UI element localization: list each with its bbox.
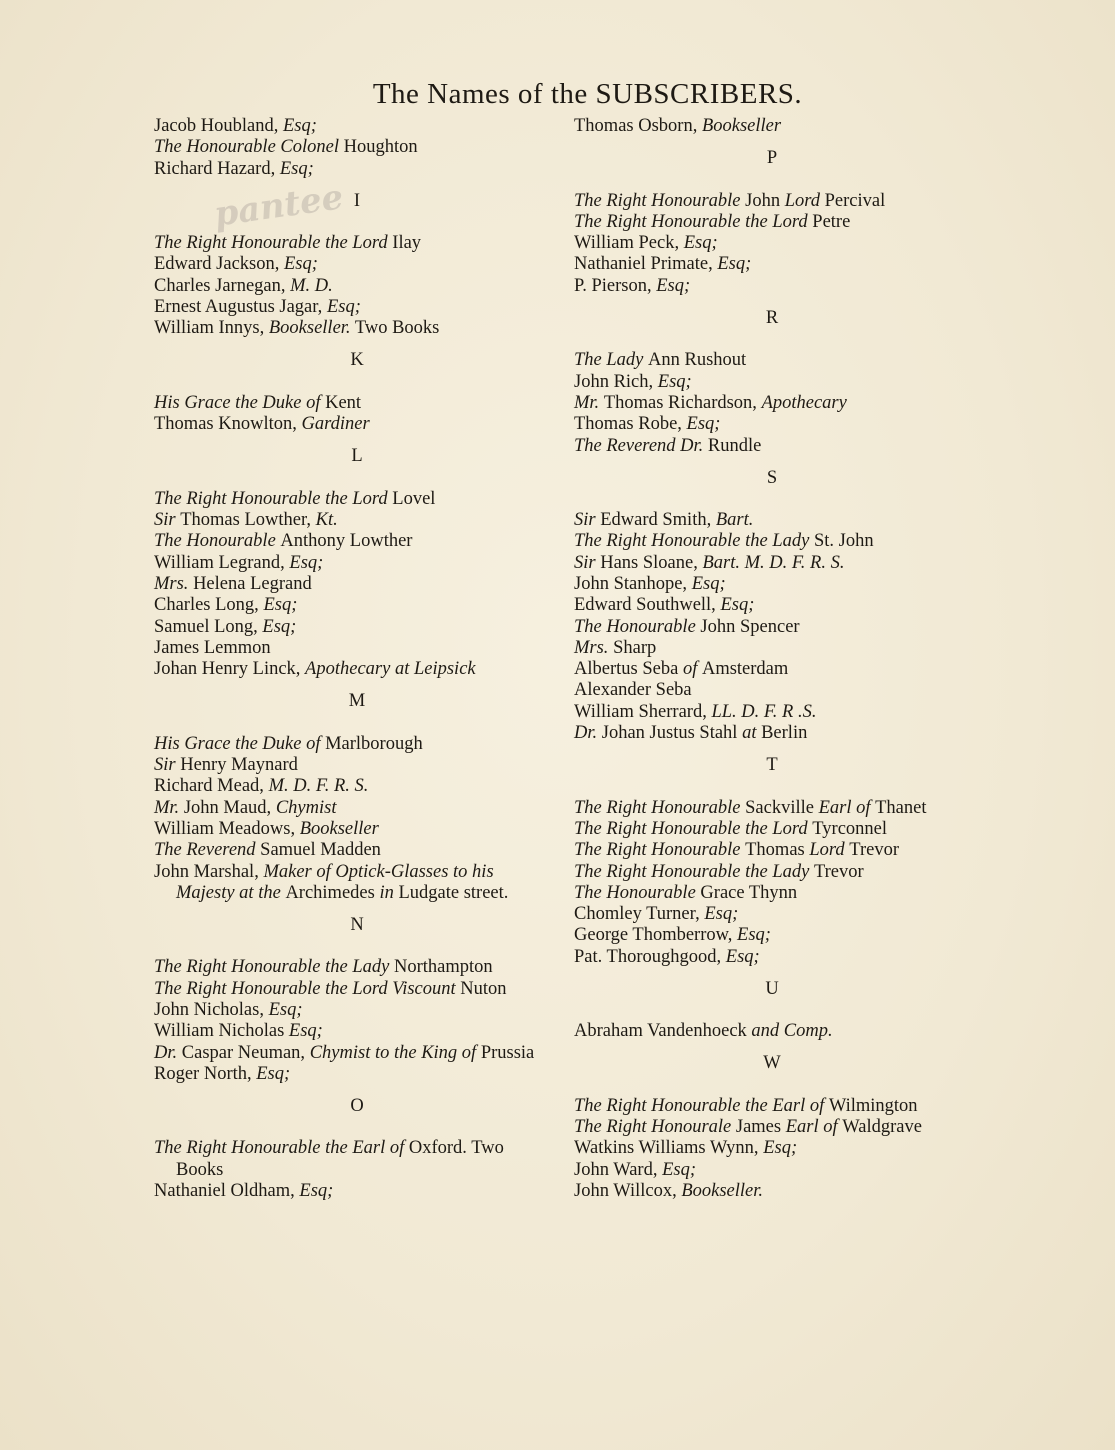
entry-prefix: Majesty at the	[176, 882, 286, 903]
entry-tail: Prussia	[480, 1042, 535, 1063]
entry-name: John Marshal,	[154, 861, 264, 882]
entry-name: Kent	[325, 392, 362, 413]
entry-name: St. John	[813, 531, 874, 552]
entry-prefix: The Right Honourable the Lord	[154, 233, 393, 254]
entry-name: Edward Smith,	[600, 510, 716, 531]
subscriber-entry	[154, 734, 574, 755]
subscriber-entry	[154, 233, 574, 254]
entry-suffix: Esq;	[686, 414, 721, 435]
entry-name: Thomas Robe,	[574, 414, 687, 435]
entry-suffix: Esq;	[282, 116, 317, 136]
subscriber-entry	[154, 595, 574, 616]
entry-prefix: The Right Honourable the Lady	[574, 861, 814, 882]
entry-suffix: Esq;	[720, 595, 755, 616]
subscriber-entry	[574, 883, 994, 904]
letter-heading: T	[766, 755, 778, 776]
entry-suffix: Maker of Optick-Glasses to his	[263, 861, 494, 882]
entry-name: John Maud,	[183, 797, 276, 818]
entry-name: Richard Hazard,	[154, 158, 280, 179]
entry-suffix: Bart. M. D. F. R. S.	[702, 552, 845, 573]
entry-name: Wilmington	[828, 1095, 918, 1116]
entry-suffix: Esq;	[763, 1138, 798, 1159]
entry-name: John Rich,	[574, 371, 658, 392]
entry-prefix: The Right Honourable the Earl of	[154, 1138, 409, 1159]
letter-heading: K	[350, 350, 364, 371]
entry-tail: Ludgate street.	[398, 882, 509, 903]
subscriber-entry	[574, 1138, 994, 1159]
entry-suffix: Bookseller	[299, 818, 379, 839]
entry-suffix: Lord	[784, 190, 825, 211]
subscriber-entry	[574, 276, 994, 297]
subscriber-entry	[154, 297, 574, 318]
subscriber-entry	[574, 638, 994, 659]
entry-suffix: Esq;	[704, 904, 739, 925]
entry-name: Alexander Seba	[574, 680, 692, 701]
entry-suffix: Bart.	[715, 510, 754, 531]
entry-name: John Nicholas,	[154, 1000, 269, 1021]
entry-name: Pat. Thoroughgood,	[574, 946, 726, 967]
entry-suffix: Esq;	[326, 297, 361, 318]
entry-suffix: and Comp.	[751, 1021, 833, 1042]
entry-name: Charles Long,	[154, 595, 264, 616]
subscriber-entry	[154, 137, 574, 158]
entry-prefix: Mr.	[574, 392, 604, 413]
subscriber-entry	[574, 191, 994, 212]
entry-suffix: Esq;	[657, 371, 692, 392]
entry-suffix: Apothecary	[761, 392, 847, 413]
entry-name: Books	[176, 1159, 224, 1180]
entry-suffix: Chymist to the King of	[309, 1042, 481, 1063]
entry-name: Hans Sloane,	[600, 552, 703, 573]
subscriber-entry	[154, 116, 574, 137]
entry-name: Edward Southwell,	[574, 595, 721, 616]
letter-heading: L	[351, 446, 363, 467]
subscriber-entry	[574, 862, 994, 883]
entry-tail: Waldgrave	[842, 1117, 922, 1138]
subscriber-entry	[154, 254, 574, 275]
entry-prefix: Dr.	[154, 1042, 182, 1063]
entry-prefix: The Reverend Dr.	[574, 435, 708, 456]
entry-name: Nathaniel Primate,	[574, 254, 718, 275]
letter-heading: P	[766, 147, 778, 168]
subscriber-entry	[154, 957, 574, 978]
subscriber-entry	[574, 212, 994, 233]
subscriber-entry	[574, 680, 994, 701]
letter-heading: O	[350, 1095, 364, 1116]
letter-heading: N	[350, 914, 364, 935]
entry-name: William Nicholas	[154, 1021, 289, 1042]
entry-prefix: His Grace the Duke of	[154, 392, 326, 413]
subscriber-list-left-column	[154, 116, 574, 1202]
subscriber-entry	[574, 1181, 994, 1202]
entry-name: Jacob Houbland,	[154, 116, 283, 136]
entry-suffix: Esq;	[683, 233, 718, 254]
entry-name: Thomas Richardson,	[603, 392, 762, 413]
entry-name: Johan Henry Linck,	[154, 659, 306, 680]
entry-tail: Amsterdam	[701, 659, 789, 680]
subscriber-entry	[574, 595, 994, 616]
subscriber-entry	[154, 659, 574, 680]
subscriber-entry	[154, 755, 574, 776]
subscriber-entry	[154, 798, 574, 819]
entry-suffix: LL. D. F. R .S.	[711, 701, 817, 722]
entry-name: Trevor	[813, 861, 864, 882]
subscriber-entry	[154, 510, 574, 531]
entry-name: Abraham Vandenhoeck	[574, 1021, 752, 1042]
entry-name: Northampton	[393, 957, 493, 978]
entry-prefix: Sir	[154, 755, 181, 776]
entry-prefix: Sir	[154, 510, 181, 531]
entry-name: John Stanhope,	[574, 574, 692, 594]
subscriber-entry	[154, 318, 574, 339]
subscriber-entry-continuation	[154, 883, 574, 904]
subscriber-entry	[154, 638, 574, 659]
entry-prefix: Mr.	[154, 797, 184, 818]
entry-suffix: Bookseller.	[681, 1181, 764, 1202]
entry-name: William Legrand,	[154, 552, 290, 573]
entry-prefix: The Right Honourable	[574, 190, 746, 211]
subscriber-entry	[574, 947, 994, 968]
entry-suffix: Lord	[809, 840, 850, 861]
entry-prefix: The Right Honourable the Lady	[574, 531, 814, 552]
subscriber-entry	[574, 350, 994, 371]
entry-name: Rundle	[707, 435, 762, 456]
entry-name: John Spencer	[700, 616, 800, 637]
entry-name: John	[745, 190, 785, 211]
entry-name: Thomas Lowther,	[180, 510, 316, 531]
subscriber-entry	[574, 904, 994, 925]
subscriber-entry	[154, 819, 574, 840]
subscriber-entry	[574, 723, 994, 744]
entry-name: Johan Justus Stahl	[601, 723, 743, 744]
entry-name: Watkins Williams Wynn,	[574, 1138, 764, 1159]
entry-prefix: The Honourable	[574, 882, 701, 903]
entry-suffix: Esq;	[662, 1159, 697, 1180]
letter-heading: R	[765, 307, 779, 328]
entry-suffix: Bookseller	[701, 116, 782, 136]
entry-suffix: Esq;	[256, 1063, 291, 1084]
entry-name: William Peck,	[574, 233, 684, 254]
subscriber-entry	[574, 702, 994, 723]
entry-prefix: The Right Honourale	[574, 1117, 736, 1138]
subscriber-entry	[574, 1117, 994, 1138]
entry-name: William Meadows,	[154, 818, 300, 839]
entry-prefix: The Right Honourable the Lord Viscount	[154, 978, 461, 999]
entry-suffix: Earl of	[818, 797, 876, 818]
entry-suffix: Gardiner	[301, 414, 370, 435]
entry-name: Henry Maynard	[180, 755, 298, 776]
entry-prefix: The Right Honourable the Earl of	[574, 1095, 829, 1116]
entry-name: Caspar Neuman,	[181, 1042, 310, 1063]
entry-name: Samuel Long,	[154, 616, 263, 637]
subscriber-entry	[154, 393, 574, 414]
page-title: The Names of the SUBSCRIBERS.	[372, 78, 803, 110]
subscriber-entry	[574, 372, 994, 393]
entry-name: Sharp	[613, 637, 657, 658]
entry-suffix: M. D.	[290, 275, 333, 296]
entry-name: John Willcox,	[574, 1181, 682, 1202]
entry-tail: Berlin	[761, 723, 808, 744]
entry-prefix: The Right Honourable the Lord	[154, 488, 393, 509]
entry-suffix: Esq;	[717, 254, 752, 275]
entry-prefix: His Grace the Duke of	[154, 733, 326, 754]
subscriber-entry	[154, 1000, 574, 1021]
entry-name: James Lemmon	[154, 637, 271, 658]
subscriber-entry	[154, 617, 574, 638]
entry-name: Ernest Augustus Jagar,	[154, 297, 327, 318]
letter-heading: U	[765, 978, 779, 999]
subscriber-entry	[154, 776, 574, 797]
subscriber-entry	[574, 233, 994, 254]
subscriber-entry-continuation	[154, 1160, 574, 1181]
entry-suffix: Esq;	[737, 925, 771, 946]
subscriber-entry	[574, 510, 994, 531]
entry-prefix: Sir	[574, 510, 601, 531]
entry-tail: Two Books	[350, 318, 440, 339]
entry-name: Ann Rushout	[648, 350, 747, 371]
watermark-stamp: pantee	[211, 177, 346, 235]
subscriber-entry	[154, 1064, 574, 1085]
entry-suffix: Esq;	[268, 1000, 303, 1021]
entry-suffix: Esq;	[656, 275, 691, 296]
entry-name: George Thomberrow,	[574, 925, 738, 946]
entry-name: Marlborough	[325, 733, 423, 754]
entry-name: James	[735, 1117, 786, 1138]
subscriber-entry	[574, 574, 994, 595]
entry-prefix: Sir	[574, 552, 601, 573]
entry-name: Albertus Seba	[574, 659, 683, 680]
entry-prefix: The Right Honourable	[574, 840, 746, 861]
subscriber-entry	[574, 531, 994, 552]
subscriber-entry	[574, 393, 994, 414]
entry-name: Anthony Lowther	[280, 531, 413, 552]
letter-heading: I	[353, 190, 361, 211]
entry-name: William Innys,	[154, 318, 269, 339]
subscriber-entry	[574, 840, 994, 861]
entry-prefix: The Right Honourable	[574, 797, 746, 818]
entry-tail: Percival	[824, 190, 886, 211]
subscriber-entry	[574, 925, 994, 946]
entry-name: John Ward,	[574, 1159, 663, 1180]
entry-prefix: The Honourable	[574, 616, 701, 637]
entry-suffix: at	[742, 723, 762, 744]
subscriber-entry	[574, 436, 994, 457]
entry-name: P. Pierson,	[574, 275, 657, 296]
subscriber-entry	[574, 1096, 994, 1117]
entry-suffix: Esq;	[725, 946, 760, 967]
entry-name: Samuel Madden	[260, 840, 381, 861]
entry-prefix: The Lady	[574, 350, 648, 371]
subscriber-entry	[154, 979, 574, 1000]
entry-name: Petre	[812, 211, 851, 232]
entry-prefix: The Right Honourable the Lord	[574, 211, 813, 232]
entry-tail: Trevor	[849, 840, 899, 861]
entry-suffix: Esq;	[299, 1181, 334, 1202]
entry-name: Lovel	[392, 488, 436, 509]
subscriber-entry	[574, 617, 994, 638]
subscriber-entry	[574, 414, 994, 435]
entry-prefix: The Honourable	[154, 531, 281, 552]
entry-name: Ilay	[392, 233, 422, 254]
subscriber-entry	[154, 1043, 574, 1064]
entry-name: Chomley Turner,	[574, 904, 705, 925]
letter-heading: W	[763, 1053, 781, 1074]
entry-suffix: Bookseller.	[268, 318, 351, 339]
entry-name: Richard Mead,	[154, 776, 269, 797]
entry-name: Tyrconnel	[812, 818, 888, 839]
entry-prefix: The Right Honourable the Lady	[154, 957, 394, 978]
entry-suffix: Esq;	[279, 158, 314, 179]
entry-name: Nathaniel Oldham,	[154, 1181, 300, 1202]
entry-name: Helena Legrand	[193, 574, 312, 594]
entry-prefix: The Reverend	[154, 840, 261, 861]
entry-name: Nuton	[460, 978, 507, 999]
subscriber-entry	[574, 1160, 994, 1181]
subscriber-entry	[154, 840, 574, 861]
entry-suffix: Esq;	[289, 552, 324, 573]
entry-prefix: The Right Honourable the Lord	[574, 818, 813, 839]
entry-name: Sackville	[745, 797, 819, 818]
entry-suffix: of	[682, 659, 702, 680]
entry-name: Edward Jackson,	[154, 254, 284, 275]
entry-prefix: Mrs.	[574, 637, 614, 658]
subscriber-entry	[574, 798, 994, 819]
entry-name: Thomas	[745, 840, 810, 861]
subscriber-entry	[154, 276, 574, 297]
entry-name: Thomas Osborn,	[574, 116, 702, 136]
entry-suffix: M. D. F. R. S.	[268, 776, 369, 797]
entry-suffix: in	[379, 882, 399, 903]
subscriber-entry	[154, 159, 574, 180]
entry-name: Houghton	[343, 137, 418, 158]
entry-suffix: Esq;	[283, 254, 318, 275]
subscriber-entry	[154, 574, 574, 595]
entry-name: Charles Jarnegan,	[154, 275, 291, 296]
entry-name: Grace Thynn	[700, 882, 798, 903]
entry-name: Oxford. Two	[408, 1138, 504, 1159]
entry-suffix: Kt.	[315, 510, 338, 531]
subscriber-entry	[154, 489, 574, 510]
entry-prefix: Mrs.	[154, 574, 194, 594]
subscriber-list-right-column	[574, 116, 994, 1202]
subscriber-entry	[574, 254, 994, 275]
entry-prefix: The Honourable Colonel	[154, 137, 344, 158]
letter-heading: M	[348, 691, 366, 712]
letter-heading: S	[766, 467, 778, 488]
entry-name: Roger North,	[154, 1063, 257, 1084]
subscriber-entry	[154, 1181, 574, 1202]
subscriber-entry	[574, 1021, 994, 1042]
entry-tail: Thanet	[875, 797, 927, 818]
subscriber-entry	[154, 531, 574, 552]
entry-name: William Sherrard,	[574, 701, 712, 722]
entry-name: Thomas Knowlton,	[154, 414, 302, 435]
subscriber-entry	[574, 553, 994, 574]
subscriber-entry	[574, 116, 994, 137]
subscriber-entry	[154, 862, 574, 883]
subscriber-entry	[574, 819, 994, 840]
entry-suffix: Chymist	[275, 797, 337, 818]
entry-prefix: Dr.	[574, 723, 602, 744]
entry-suffix: Earl of	[785, 1117, 843, 1138]
entry-suffix: Apothecary at Leipsick	[305, 659, 476, 680]
entry-suffix: Esq;	[263, 595, 298, 616]
entry-name: Archimedes	[285, 882, 380, 903]
entry-suffix: Esq;	[262, 616, 297, 637]
subscriber-entry	[154, 1021, 574, 1042]
entry-suffix: Esq;	[288, 1021, 323, 1042]
subscriber-entry	[574, 659, 994, 680]
subscriber-entry	[154, 414, 574, 435]
entry-suffix: Esq;	[691, 574, 726, 594]
subscriber-entry	[154, 1138, 574, 1159]
subscriber-entry	[154, 553, 574, 574]
